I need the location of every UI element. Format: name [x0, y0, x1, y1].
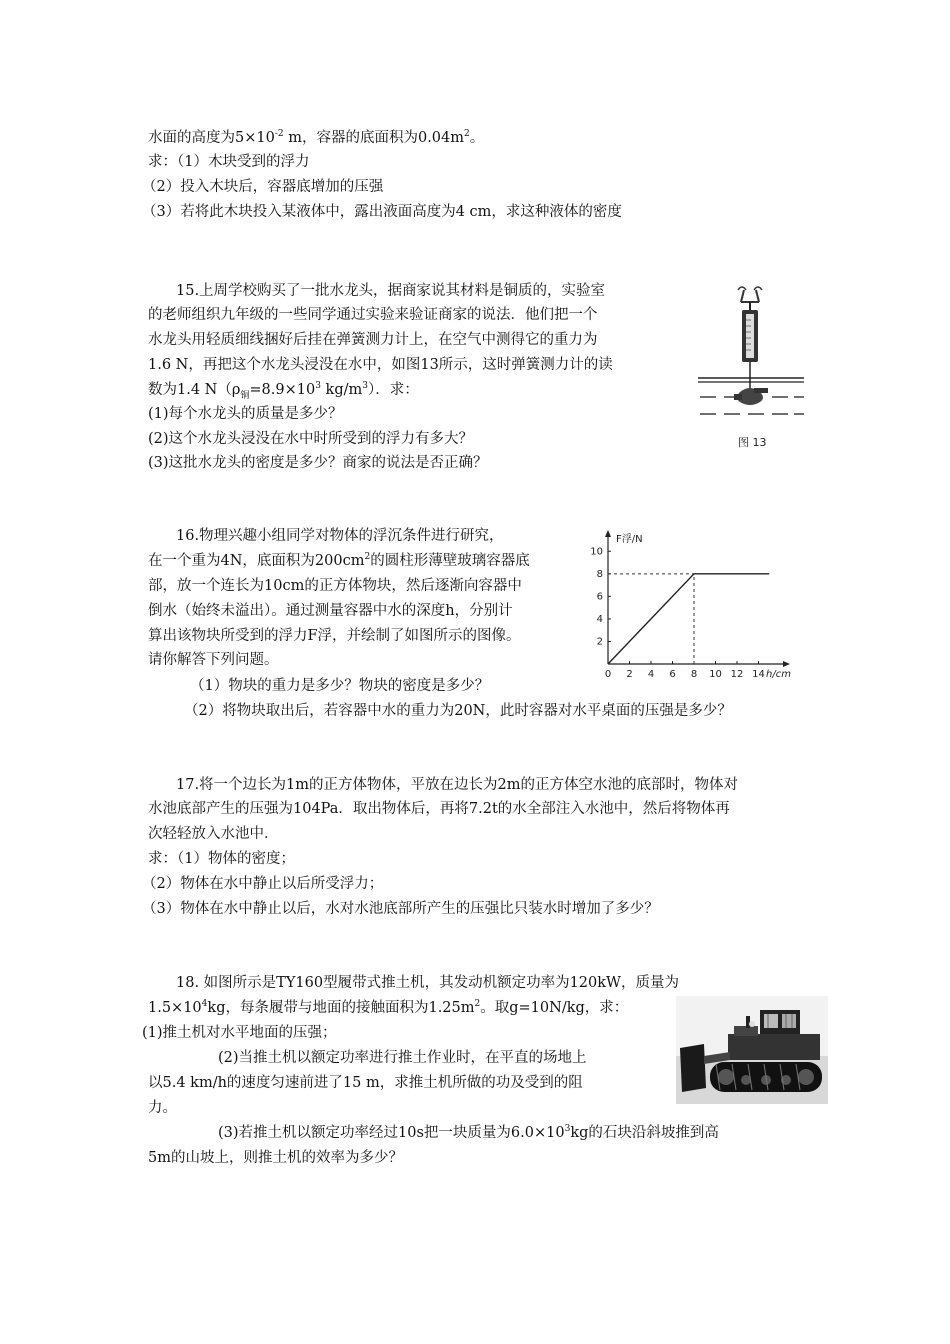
y-tick-label: 6	[596, 591, 603, 603]
q16-line-3: 部，放一个连长为10cm的正方体物块，然后逐渐向容器中	[148, 578, 522, 594]
q15-line-7: (2)这个水龙头浸没在水中时所受到的浮力有多大？	[148, 431, 474, 447]
y-tick-label: 4	[596, 613, 603, 625]
buoyancy-depth-chart	[590, 530, 796, 684]
x-axis-label: h/cm	[766, 669, 791, 680]
q14-line-3: （2）投入木块后，容器底增加的压强	[142, 179, 384, 195]
q15-line-4: 1.6 N，再把这个水龙头浸没在水中，如图13所示，这时弹簧测力计的读	[148, 357, 613, 373]
q17-line-5: （2）物体在水中静止以后所受浮力；	[142, 876, 384, 892]
x-tick-label: 8	[690, 669, 698, 680]
y-axis-label: F浮/N	[616, 534, 643, 545]
y-tick-label: 10	[590, 546, 603, 558]
q18-line-3: (1)推土机对水平地面的压强；	[142, 1025, 337, 1041]
q15-line-2: 的老师组织九年级的一些同学通过实验来验证商家的说法．他们把一个	[148, 307, 598, 323]
q16-line-8: （2）将物块取出后，若容器中水的重力为20N，此时容器对水平桌面的压强是多少？	[184, 703, 732, 719]
q14-line-4: （3）若将此木块投入某液体中，露出液面高度为4 cm，求这种液体的密度	[142, 204, 622, 220]
q14-line-1: 水面的高度为$5\times 10^{-2}$ m，容器的底面积为$0.04m^2$。	[148, 129, 485, 146]
q15-line-1: 15.上周学校购买了一批水龙头，据商家说其材料是铜质的，实验室	[176, 283, 606, 299]
q17-line-6: （3）物体在水中静止以后，水对水池底部所产生的压强比只装水时增加了多少？	[142, 901, 659, 917]
q18-line-5: 以5.4 km/h的速度匀速前进了15 m，求推土机所做的功及受到的阻	[148, 1075, 583, 1091]
x-tick-label: 2	[626, 669, 633, 680]
q18-line-7: (3)若推土机以额定功率经过10s把一块质量为$6.0\times 10^3kg$的石块沿斜坡推到高	[218, 1124, 719, 1141]
x-tick-label: 14	[752, 669, 765, 680]
q16-line-4: 倒水（始终未溢出）。通过测量容器中水的深度h，分别计	[148, 603, 513, 619]
x-tick-label: 12	[730, 669, 744, 680]
q18-line-8: 5m的山坡上，则推土机的效率为多少？	[148, 1150, 403, 1166]
q18-line-6: 力。	[148, 1100, 177, 1116]
bulldozer-photo	[676, 996, 828, 1104]
y-tick-label: 8	[596, 568, 603, 580]
q18-line-2: $1.5\times 10^4kg$，每条履带与地面的接触面积为$1.25m^2$。取g=10N/kg，求：	[148, 999, 629, 1016]
q15-line-3: 水龙头用轻质细线捆好后挂在弹簧测力计上，在空气中测得它的重力为	[148, 332, 598, 348]
q17-line-1: 17.将一个边长为1m的正方体物体，平放在边长为2m的正方体空水池的底部时，物体对	[176, 777, 739, 793]
q14-line-2: 求：（1）木块受到的浮力	[148, 154, 310, 170]
q16-line-1: 16.物理兴趣小组同学对物体的浮沉条件进行研究，	[176, 528, 504, 544]
q16-line-5: 算出该物块所受到的浮力F浮，并绘制了如图所示的图像。	[148, 628, 521, 644]
q16-line-7: （1）物块的重力是多少？物块的密度是多少？	[190, 678, 490, 694]
q16-line-2: 在一个重为4N，底面积为$200cm^2$的圆柱形薄壁玻璃容器底	[148, 552, 530, 569]
q17-line-3: 次轻轻放入水池中．	[148, 826, 279, 842]
spring-scale-figure	[694, 282, 806, 454]
q17-line-4: 求：（1）物体的密度；	[148, 851, 295, 867]
q17-line-2: 水池底部产生的压强为104Pa．取出物体后，再将7.2t的水全部注入水池中，然后将物体再	[148, 801, 730, 817]
y-tick-label: 2	[596, 636, 603, 648]
q15-line-8: (3)这批水龙头的密度是多少？商家的说法是否正确？	[148, 455, 488, 471]
q15-line-5: 数为1.4 $N(\rho_铜=8.9\times 10^3$ $kg/m^3$）．求：	[148, 381, 419, 401]
x-tick-label: 4	[647, 669, 655, 680]
x-tick-label: 6	[669, 669, 676, 680]
figure-13-caption: 图 13	[738, 436, 767, 449]
x-tick-label: 0	[604, 669, 612, 680]
x-tick-label: 10	[709, 669, 722, 680]
q18-line-4: (2)当推土机以额定功率进行推土作业时，在平直的场地上	[218, 1050, 587, 1066]
q15-line-6: (1)每个水龙头的质量是多少？	[148, 406, 343, 422]
q16-line-6: 请你解答下列问题。	[148, 652, 279, 668]
q18-line-1: 18. 如图所示是TY160型履带式推土机，其发动机额定功率为120kW，质量为	[176, 975, 679, 991]
